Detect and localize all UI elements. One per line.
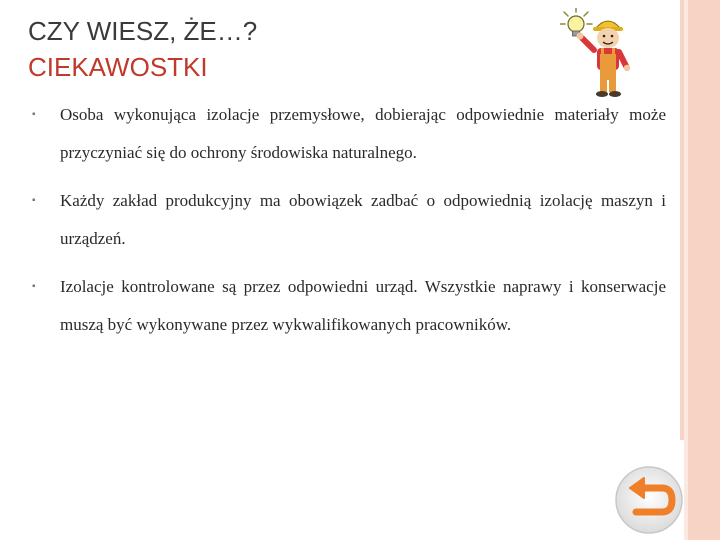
bullet-marker: ▪ bbox=[32, 195, 36, 206]
bullet-item-1 bbox=[32, 96, 666, 172]
slide-subtitle: CIEKAWOSTKI bbox=[28, 52, 208, 82]
slide-title: CZY WIESZ, ŻE…? bbox=[28, 16, 258, 46]
worker-with-lightbulb-icon bbox=[560, 8, 640, 100]
bullet-text: Osoba wykonująca izolacje przemysłowe, dobierając odpowiednie materiały może przyczyniać się do ochrony środowiska naturalnego. bbox=[60, 105, 666, 162]
bullet-text: Izolacje kontrolowane są przez odpowiedni urząd. Wszystkie naprawy i konserwacje muszą być wykonywane przez wykwalifikowanych pracowników. bbox=[60, 277, 666, 334]
bullet-marker: ▪ bbox=[32, 109, 36, 120]
bullet-item-2 bbox=[32, 182, 666, 258]
bullet-marker: ▪ bbox=[32, 281, 36, 292]
bullet-item-3 bbox=[32, 268, 666, 344]
bullet-text: Każdy zakład produkcyjny ma obowiązek zadbać o odpowiednią izolację maszyn i urządzeń. bbox=[60, 191, 666, 248]
return-arrow-icon[interactable] bbox=[612, 464, 686, 536]
border-band bbox=[688, 0, 720, 540]
bullet-list bbox=[32, 96, 666, 354]
